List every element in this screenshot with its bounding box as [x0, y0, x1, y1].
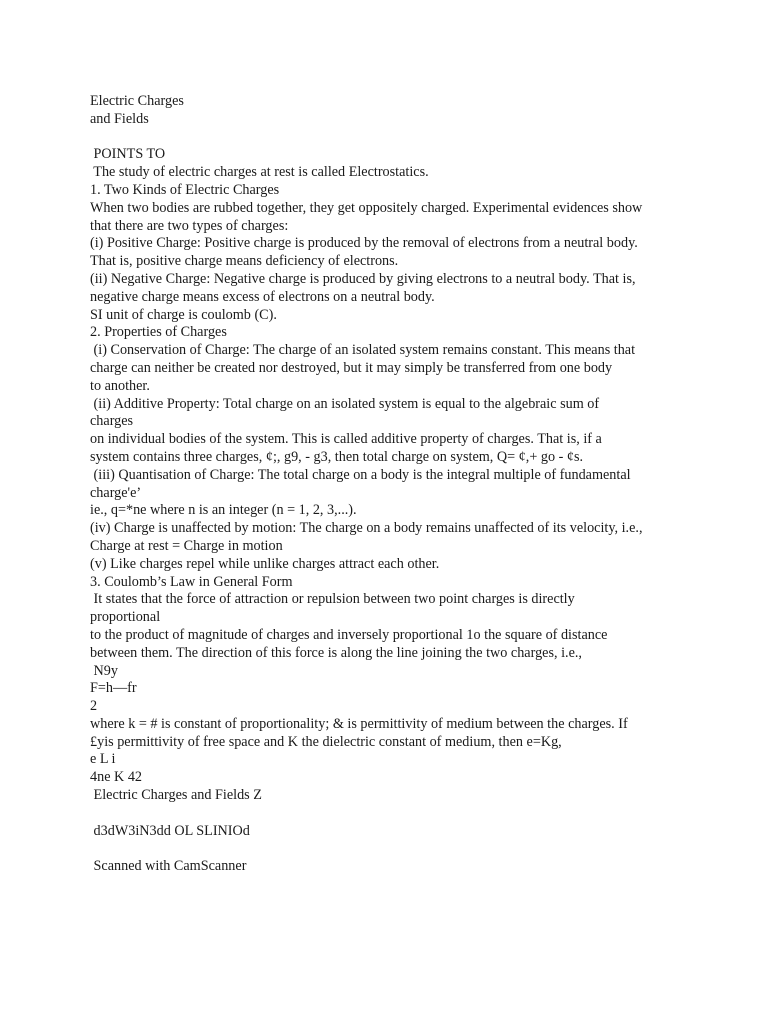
section-heading: 2. Properties of Charges — [90, 324, 227, 341]
text-line: It states that the force of attraction or repulsion between two point charges is directly — [90, 591, 575, 608]
formula-line: 2 — [90, 698, 98, 715]
text-line: £yis permittivity of free space and K the dielectric constant of medium, then e=Kg, — [90, 733, 562, 750]
text-line: (v) Like charges repel while unlike charges attract each other. — [90, 555, 440, 572]
text-line: system contains three charges, ¢;, g9, - g3, then total charge on system, Q= ¢,+ go - ¢s. — [90, 448, 584, 465]
document-page — [90, 93, 690, 876]
formula-line: F=h—fr — [90, 680, 137, 697]
text-line: That is, positive charge means deficiency of electrons. — [90, 253, 399, 270]
blank-line — [90, 805, 690, 823]
text-line: (i) Conservation of Charge: The charge of an isolated system remains constant. This means that — [90, 342, 636, 359]
text-line: Charge at rest = Charge in motion — [90, 537, 283, 554]
formula-line: e L i — [90, 751, 116, 768]
text-line: (ii) Negative Charge: Negative charge is produced by giving electrons to a neutral body. That is, — [90, 270, 636, 287]
text-line: negative charge means excess of electrons on a neutral body. — [90, 288, 435, 305]
text-line: on individual bodies of the system. This is called additive property of charges. That is, if a — [90, 431, 602, 448]
formula-line: 4ne K 42 — [90, 769, 143, 786]
blank-line — [90, 129, 690, 147]
scanner-watermark: Scanned with CamScanner — [90, 858, 247, 875]
text-line: between them. The direction of this force is along the line joining the two charges, i.e., — [90, 644, 582, 661]
text-line: to another. — [90, 377, 150, 394]
text-line: charge'e’ — [90, 484, 142, 501]
footer-line: d3dW3iN3dd OL SLINIOd — [90, 822, 250, 839]
blank-line — [90, 840, 690, 858]
text-line: (i) Positive Charge: Positive charge is produced by the removal of electrons from a neutral body. — [90, 235, 638, 252]
text-line: When two bodies are rubbed together, they get oppositely charged. Experimental evidences show — [90, 199, 643, 216]
text-line: SI unit of charge is coulomb (C). — [90, 306, 277, 323]
text-line: (iii) Quantisation of Charge: The total charge on a body is the integral multiple of fundamental — [90, 466, 631, 483]
section-heading: 1. Two Kinds of Electric Charges — [90, 181, 280, 198]
text-line: (ii) Additive Property: Total charge on an isolated system is equal to the algebraic sum of — [90, 395, 600, 412]
formula-line: N9y — [90, 662, 118, 679]
text-line: charge can neither be created nor destroyed, but it may simply be transferred from one body — [90, 359, 613, 376]
text-line: where k = # is constant of proportionality; & is permittivity of medium between the charges. If — [90, 715, 628, 732]
text-line: that there are two types of charges: — [90, 217, 289, 234]
text-line: charges — [90, 413, 134, 430]
text-line: ie., q=*ne where n is an integer (n = 1, 2, 3,...). — [90, 502, 357, 519]
text-line: The study of electric charges at rest is called Electrostatics. — [90, 164, 429, 181]
document-title-line-1: Electric Charges — [90, 93, 184, 109]
text-line: (iv) Charge is unaffected by motion: The charge on a body remains unaffected of its velocity, i.e., — [90, 520, 643, 537]
text-line: proportional — [90, 609, 161, 626]
footer-line: Electric Charges and Fields Z — [90, 787, 262, 804]
text-line: to the product of magnitude of charges and inversely proportional 1o the square of distance — [90, 626, 608, 643]
document-title-line-2: and Fields — [90, 110, 149, 127]
section-heading: POINTS TO — [90, 146, 166, 163]
section-heading: 3. Coulomb’s Law in General Form — [90, 573, 293, 590]
